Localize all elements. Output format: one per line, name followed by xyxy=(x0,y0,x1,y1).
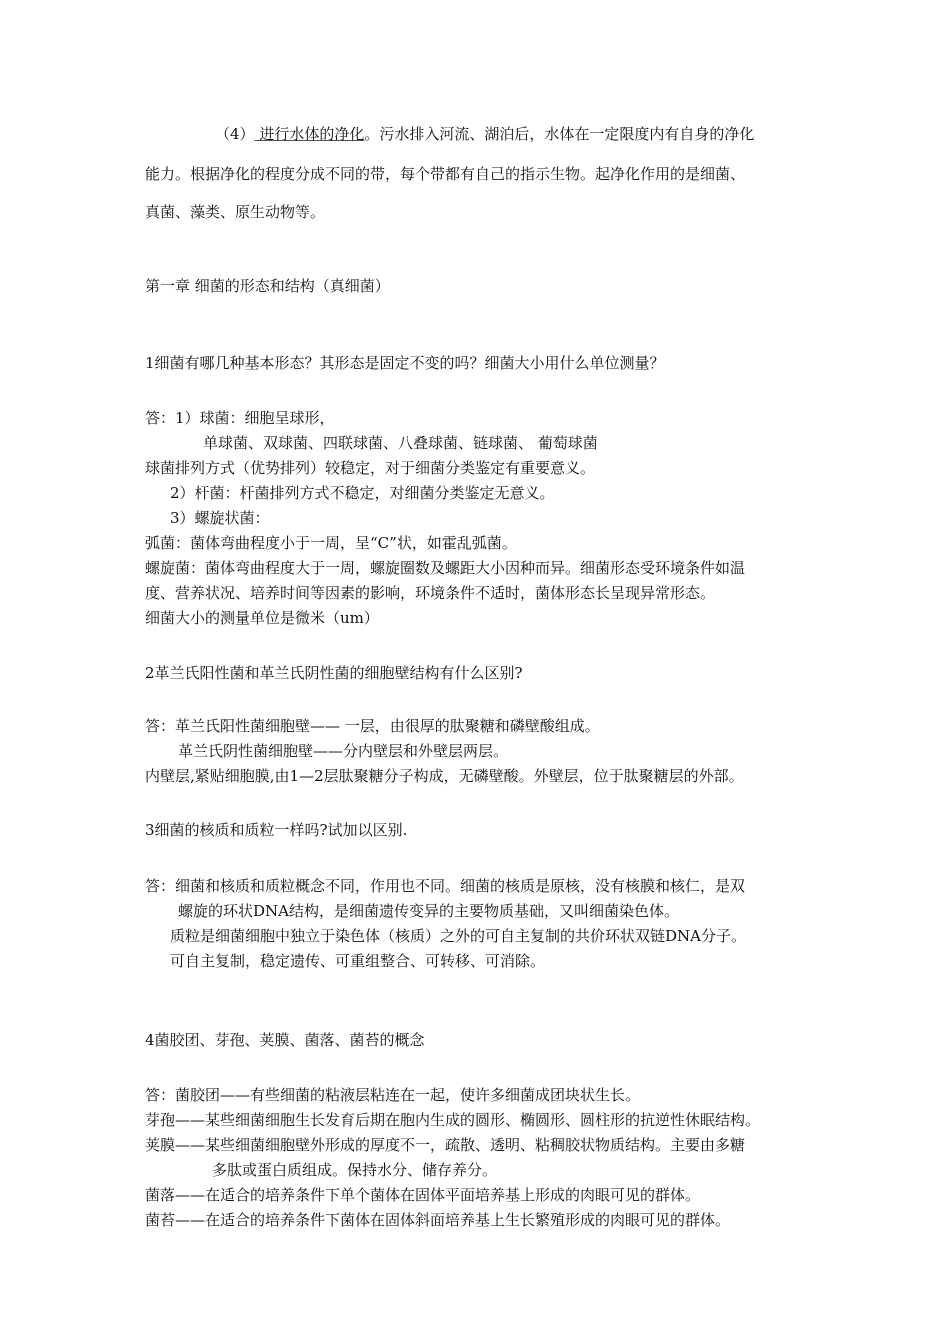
question-3: 3细菌的核质和质粒一样吗?试加以区别. xyxy=(145,821,408,839)
answer-3-line-2: 螺旋的环状DNA结构，是细菌遗传变异的主要物质基础，又叫细菌染色体。 xyxy=(178,902,679,920)
answer-4-line-5: 菌落——在适合的培养条件下单个菌体在固体平面培养基上形成的肉眼可见的群体。 xyxy=(145,1186,701,1204)
answer-4-line-1: 答：菌胶团——有些细菌的粘液层粘连在一起，使许多细菌成团块状生长。 xyxy=(145,1086,641,1104)
answer-4-line-2: 芽孢——某些细菌细胞生长发育后期在胞内生成的圆形、椭圆形、圆柱形的抗逆性休眠结构。 xyxy=(145,1111,761,1129)
intro-line-3: 真菌、藻类、原生动物等。 xyxy=(145,203,326,221)
answer-2-line-3: 内壁层,紧贴细胞膜,由1—2层肽聚糖分子构成，无磷壁酸。外壁层，位于肽聚糖层的外部。 xyxy=(145,767,744,785)
answer-2-line-2: 革兰氏阴性菌细胞壁——分内壁层和外壁层两层。 xyxy=(178,742,509,760)
answer-3-line-1: 答：细菌和核质和质粒概念不同，作用也不同。细菌的核质是原核，没有核膜和核仁，是双 xyxy=(145,877,746,895)
answer-4-line-6: 菌苔——在适合的培养条件下菌体在固体斜面培养基上生长繁殖形成的肉眼可见的群体。 xyxy=(145,1211,731,1229)
answer-2-line-1: 答：革兰氏阳性菌细胞壁—— 一层，由很厚的肽聚糖和磷壁酸组成。 xyxy=(145,717,600,735)
answer-1-line-3: 球菌排列方式（优势排列）较稳定，对于细菌分类鉴定有重要意义。 xyxy=(145,459,596,477)
answer-4-line-4: 多肽或蛋白质组成。保持水分、储存养分。 xyxy=(212,1161,498,1179)
intro-line-2: 能力。根据净化的程度分成不同的带，每个带都有自己的指示生物。起净化作用的是细菌、 xyxy=(145,165,746,183)
answer-3-line-4: 可自主复制，稳定遗传、可重组整合、可转移、可消除。 xyxy=(170,952,546,970)
intro-heading: 进行水体的净化 xyxy=(254,125,365,143)
answer-1-line-9: 细菌大小的测量单位是微米（um） xyxy=(145,609,379,627)
intro-line-1-rest: 。污水排入河流、湖泊后，水体在一定限度内有自身的净化 xyxy=(364,125,755,143)
question-1: 1细菌有哪几种基本形态？其形态是固定不变的吗？细菌大小用什么单位测量？ xyxy=(145,354,665,372)
answer-1-line-7: 螺旋菌：菌体弯曲程度大于一周，螺旋圈数及螺距大小因种而异。细菌形态受环境条件如温 xyxy=(145,559,746,577)
question-2: 2革兰氏阳性菌和革兰氏阴性菌的细胞壁结构有什么区别? xyxy=(145,664,523,682)
answer-1-line-2: 单球菌、双球菌、四联球菌、八叠球菌、链球菌、 葡萄球菌 xyxy=(203,434,598,452)
answer-1-line-1: 答：1）球菌：细胞呈球形， xyxy=(145,409,335,427)
answer-1-line-6: 弧菌：菌体弯曲程度小于一周，呈“C”状，如霍乱弧菌。 xyxy=(145,534,517,552)
chapter-title: 第一章 细菌的形态和结构（真细菌） xyxy=(145,277,390,295)
answer-1-line-5: 3）螺旋状菌： xyxy=(170,509,270,527)
intro-number: （4） xyxy=(215,125,255,143)
intro-line-1 xyxy=(215,124,754,144)
answer-3-line-3: 质粒是细菌细胞中独立于染色体（核质）之外的可自主复制的共价环状双链DNA分子。 xyxy=(170,927,746,945)
answer-1-line-4: 2）杆菌：杆菌排列方式不稳定，对细菌分类鉴定无意义。 xyxy=(170,484,555,502)
answer-1-line-8: 度、营养状况、培养时间等因素的影响，环境条件不适时，菌体形态长呈现异常形态。 xyxy=(145,584,716,602)
question-4: 4菌胶团、芽孢、荚膜、菌落、菌苔的概念 xyxy=(145,1031,425,1049)
answer-4-line-3: 荚膜——某些细菌细胞壁外形成的厚度不一，疏散、透明、粘稠胶状物质结构。主要由多糖 xyxy=(145,1136,746,1154)
